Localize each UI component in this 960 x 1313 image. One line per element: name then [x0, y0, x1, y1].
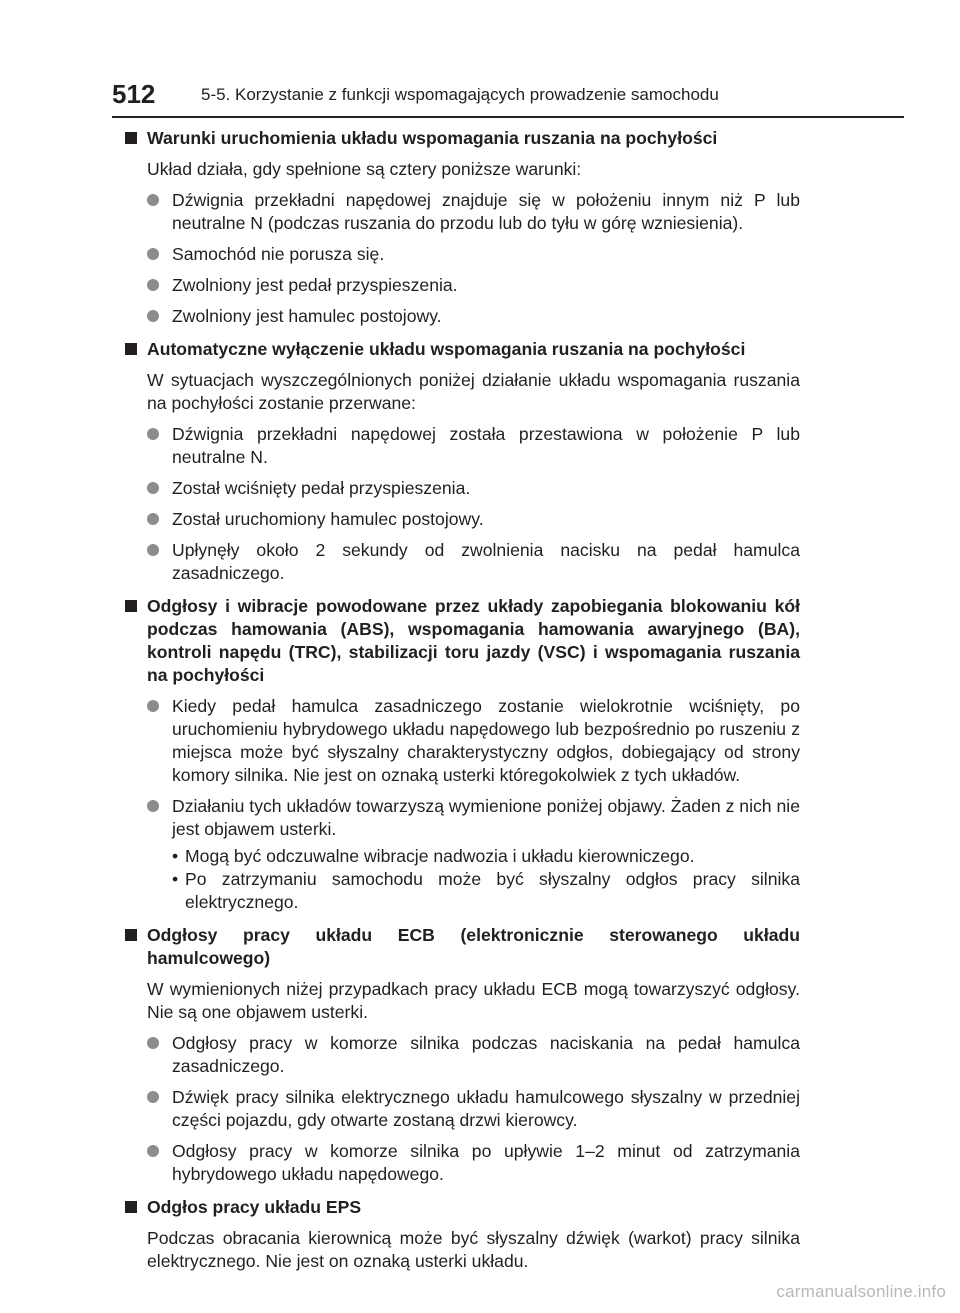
square-bullet-icon — [125, 343, 137, 355]
dot-marker: • — [172, 869, 179, 889]
section-intro: W wymienionych niżej przypadkach pracy układu ECB mogą towarzyszyć odgłosy. Nie są one objawem usterki. — [147, 979, 800, 1022]
list-item: Kiedy pedał hamulca zasadniczego zostanie wielokrotnie wciśnięty, po uruchomieniu hybrydowego układu napędowego lub bezpośrednio po ruszeniu z miejsca może być słyszalny charakterystyczny odgłos, dobiegający od strony komory silnika. Nie jest on oznaką usterki któregokolwiek z tych układów. — [124, 695, 800, 787]
page-content — [124, 127, 800, 1281]
section-heading: Warunki uruchomienia układu wspomagania ruszania na pochyłości — [124, 127, 800, 150]
list-item: Dźwignia przekładni napędowej została przestawiona w położenie P lub neutralne N. — [124, 423, 800, 469]
section-noises-vibrations — [124, 595, 800, 914]
sub-list — [124, 845, 800, 914]
circle-bullet-icon — [147, 194, 159, 206]
section-intro: W sytuacjach wyszczególnionych poniżej działanie układu wspomagania ruszania na pochyłości zostanie przerwane: — [147, 370, 800, 413]
list-item: Dźwignia przekładni napędowej znajduje się w położeniu innym niż P lub neutralne N (podczas ruszania do przodu lub do tyłu w górę wzniesienia). — [124, 189, 800, 235]
section-hill-start-cancel — [124, 338, 800, 585]
square-bullet-icon — [125, 132, 137, 144]
circle-bullet-icon — [147, 800, 159, 812]
section-ecb-noises — [124, 924, 800, 1186]
list-item: Zwolniony jest pedał przyspieszenia. — [124, 274, 800, 297]
list-item: Samochód nie porusza się. — [124, 243, 800, 266]
list-item: Zwolniony jest hamulec postojowy. — [124, 305, 800, 328]
watermark-text: carmanualsonline.info — [776, 1282, 946, 1301]
circle-bullet-icon — [147, 482, 159, 494]
list-item: Działaniu tych układów towarzyszą wymienione poniżej objawy. Żaden z nich nie jest objawem usterki. — [124, 795, 800, 841]
circle-bullet-icon — [147, 248, 159, 260]
sub-list-item: • Po zatrzymaniu samochodu może być słyszalny odgłos pracy silnika elektrycznego. — [172, 869, 800, 912]
list-item: Został uruchomiony hamulec postojowy. — [124, 508, 800, 531]
circle-bullet-icon — [147, 1037, 159, 1049]
sub-list-item: • Mogą być odczuwalne wibracje nadwozia i układu kierowniczego. — [172, 846, 695, 866]
square-bullet-icon — [125, 600, 137, 612]
list-item: Odgłosy pracy w komorze silnika podczas naciskania na pedał hamulca zasadniczego. — [124, 1032, 800, 1078]
circle-bullet-icon — [147, 428, 159, 440]
list-item: Odgłosy pracy w komorze silnika po upływie 1–2 minut od zatrzymania hybrydowego układu napędowego. — [124, 1140, 800, 1186]
circle-bullet-icon — [147, 279, 159, 291]
page-header — [112, 78, 904, 118]
section-heading: Automatyczne wyłączenie układu wspomagania ruszania na pochyłości — [124, 338, 800, 361]
page-number: 512 — [112, 79, 156, 109]
list-item: Został wciśnięty pedał przyspieszenia. — [124, 477, 800, 500]
section-hill-start-conditions — [124, 127, 800, 328]
chapter-title: 5-5. Korzystanie z funkcji wspomagających prowadzenie samochodu — [201, 85, 719, 104]
list-item: Dźwięk pracy silnika elektrycznego układu hamulcowego słyszalny w przedniej części pojazdu, gdy otwarte zostaną drzwi kierowcy. — [124, 1086, 800, 1132]
circle-bullet-icon — [147, 544, 159, 556]
circle-bullet-icon — [147, 513, 159, 525]
section-heading: Odgłos pracy układu EPS — [124, 1196, 800, 1219]
section-eps-noise — [124, 1196, 800, 1273]
list-item: Upłynęły około 2 sekundy od zwolnienia nacisku na pedał hamulca zasadniczego. — [124, 539, 800, 585]
circle-bullet-icon — [147, 700, 159, 712]
section-intro: Układ działa, gdy spełnione są cztery poniższe warunki: — [147, 159, 582, 179]
circle-bullet-icon — [147, 1145, 159, 1157]
square-bullet-icon — [125, 929, 137, 941]
square-bullet-icon — [125, 1201, 137, 1213]
circle-bullet-icon — [147, 1091, 159, 1103]
section-heading: Odgłosy pracy układu ECB (elektronicznie sterowanego układu hamulcowego) — [124, 924, 800, 970]
section-intro: Podczas obracania kierownicą może być słyszalny dźwięk (warkot) pracy silnika elektrycznego. Nie jest on oznaką usterki układu. — [147, 1228, 800, 1271]
circle-bullet-icon — [147, 310, 159, 322]
section-heading: Odgłosy i wibracje powodowane przez układy zapobiegania blokowaniu kół podczas hamowania (ABS), wspomagania hamowania awaryjnego (BA), kontroli napędu (TRC), stabilizacji toru jazdy (VSC) i wspomagania ruszania na pochyłości — [124, 595, 800, 687]
dot-marker: • — [172, 846, 179, 866]
